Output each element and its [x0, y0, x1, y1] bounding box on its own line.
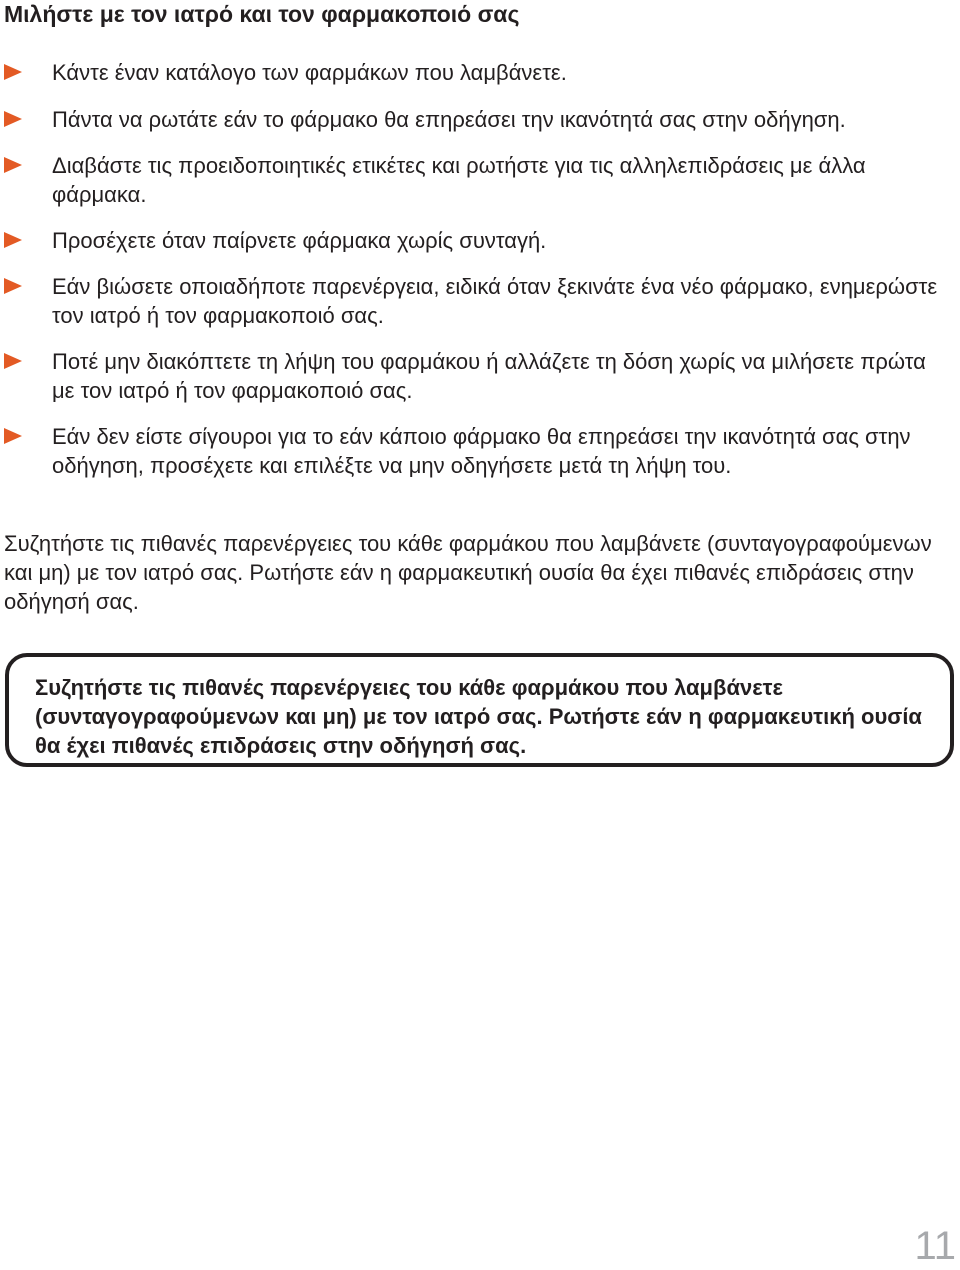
- bullet-item: [0, 422, 942, 480]
- callout-text: Συζητήστε τις πιθανές παρενέργειες του κάθε φαρμάκου που λαμβάνετε (συνταγογραφούμενων και μη) με τον ιατρό σας. Ρωτήστε εάν η φαρμακευτική ουσία θα έχει πιθανές επιδράσεις στην οδήγησή σας.: [35, 675, 922, 758]
- triangle-right-arrow-icon: [4, 278, 22, 294]
- body-paragraph: Συζητήστε τις πιθανές παρενέργειες του κάθε φαρμάκου που λαμβάνετε (συνταγογραφούμενων και μη) με τον ιατρό σας. Ρωτήστε εάν η φαρμακευτική ουσία θα έχει πιθανές επιδράσεις στην οδήγησή σας.: [4, 531, 932, 614]
- section-heading: Μιλήστε με τον ιατρό και τον φαρμακοποιό σας: [4, 1, 520, 27]
- bullet-item: [0, 58, 942, 87]
- bullet-item: [0, 151, 942, 209]
- bullet-item: [0, 272, 942, 330]
- bullet-text: Πάντα να ρωτάτε εάν το φάρμακο θα επηρεάσει την ικανότητά σας στην οδήγηση.: [52, 107, 846, 132]
- bullet-text: Κάντε έναν κατάλογο των φαρμάκων που λαμβάνετε.: [52, 60, 567, 85]
- advice-bullet-list: [0, 58, 960, 497]
- bullet-text: Διαβάστε τις προειδοποιητικές ετικέτες και ρωτήστε για τις αλληλεπιδράσεις με άλλα φάρμακα.: [52, 153, 866, 207]
- bullet-item: [0, 347, 942, 405]
- bullet-text: Εάν βιώσετε οποιαδήποτε παρενέργεια, ειδικά όταν ξεκινάτε ένα νέο φάρμακο, ενημερώστε τον ιατρό ή τον φαρμακοποιό σας.: [52, 274, 938, 328]
- bullet-text: Προσέχετε όταν παίρνετε φάρμακα χωρίς συνταγή.: [52, 228, 547, 253]
- triangle-right-arrow-icon: [4, 428, 22, 444]
- bullet-item: [0, 105, 942, 134]
- triangle-right-arrow-icon: [4, 353, 22, 369]
- bullet-item: [0, 226, 942, 255]
- triangle-right-arrow-icon: [4, 232, 22, 248]
- bullet-text: Εάν δεν είστε σίγουροι για το εάν κάποιο φάρμακο θα επηρεάσει την ικανότητά σας στην οδήγηση, προσέχετε και επιλέξτε να μην οδηγήσετε μετά τη λήψη του.: [52, 424, 911, 478]
- callout-box: [5, 653, 954, 767]
- triangle-right-arrow-icon: [4, 64, 22, 80]
- triangle-right-arrow-icon: [4, 111, 22, 127]
- bullet-text: Ποτέ μην διακόπτετε τη λήψη του φαρμάκου ή αλλάζετε τη δόση χωρίς να μιλήσετε πρώτα με τον ιατρό ή τον φαρμακοποιό σας.: [52, 349, 926, 403]
- page-number: 11: [914, 1224, 956, 1268]
- triangle-right-arrow-icon: [4, 157, 22, 173]
